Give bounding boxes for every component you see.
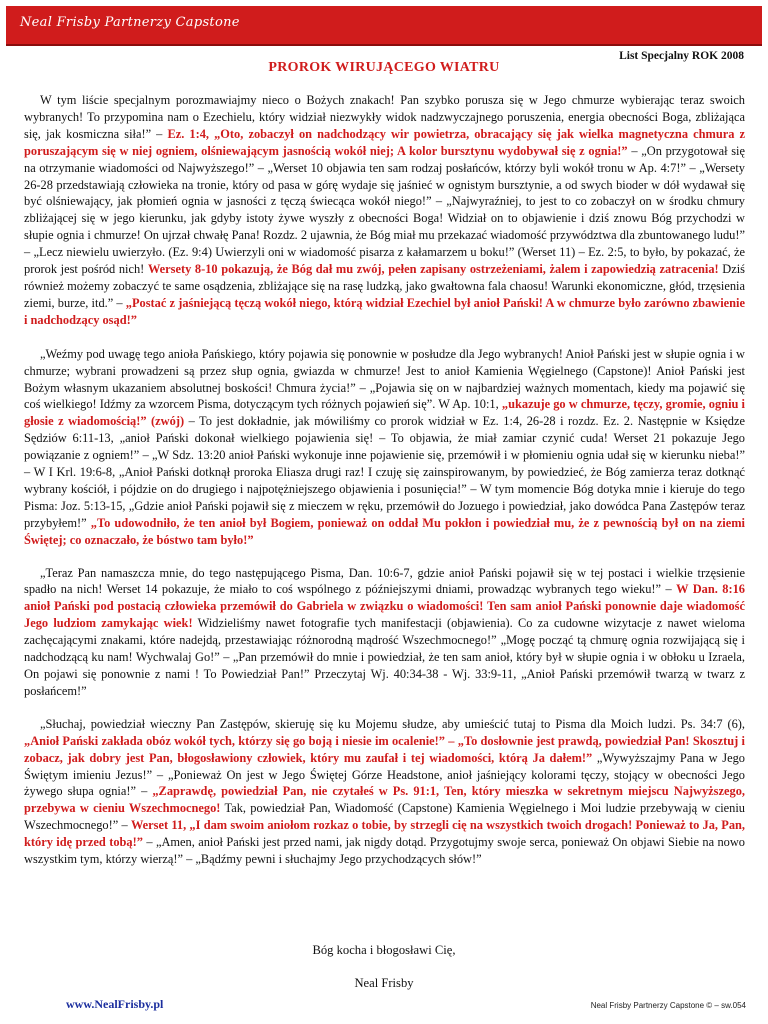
body-text: Widzieliśmy nawet fotografie tych manifestacji (objawienia). Co za cudowne wizytacje z nawet wieloma zachęcającymi znakami, które nadejdą, przestawiając różnorodną mądrość Wszechmocnego!” „Mogę począć tą chmurę ognia rozwijającą się i nadchodzącą ku nam! Wychwalaj Go!” – „Pan przemówił do mnie i powiedział, że ten sam anioł, który był w słupie ognia i w obłoku u Izraela, On pojawi się ponownie z nami ! To Powiedział Pan!” Przeczytaj Wj. 40:34-38 - Wj. 33:9-11, „Anioł Pański przemówił twarzą w twarz z posłańcem!” — [24, 616, 745, 698]
document-title: PROROK WIRUJĄCEGO WIATRU — [268, 60, 500, 75]
body-text: – To jest dokładnie, jak mówiliśmy co prorok widział w Ez. 1:4, 26-28 i rozdz. Ez. 2. Następnie w Księdze Sędziów 6:11-13, „anioł Pański dokonał wielkiego pojawienia się! – To objawia, że miał zamiar czynić cuda! Werset 21 pokazuje Jego powiązanie z ogniem!” – „W Sdz. 13:20 anioł Pański wykonuje inne pojawienie się, przemówił i w płomieniu ognia udał się w kierunku nieba!” – W I Krl. 19:6-8, „Anioł Pański dotknął proroka Eliasza drugi raz! I czuję się zainspirowanym, by powiedzieć, że Bóg zamierza teraz dotknąć wybrany kościół, i pójdzie on do drugiego i najpotężniejszego objawienia i posunięcia!” – W tym momencie Bóg dotyka mnie i kieruje do tego Pisma: Joz. 5:13-15, „Gdzie anioł Pański pojawił się z mieczem w ręku, przemówił do Jozuego i powiedział, jako dowódca Pana Zastępów teraz przybyłem!” — [24, 414, 745, 530]
banner-title: Neal Frisby Partnerzy Capstone — [20, 15, 240, 30]
closing-blessing: Bóg kocha i błogosławi Cię, — [312, 943, 456, 957]
emphasis-text: Ez. 1:4, „Oto, zobaczył on nadchodzący wir powietrza, obracający się jak wielka magnetyczna chmura z poruszającym się w niej ogniem, olśniewającym jasnością wokół niej; A kolor bursztynu wydobywał się z ognia!” — [24, 126, 745, 158]
body-text: Tak, powiedział Pan, Wiadomość (Capstone) Kamienia Węgielnego i Moi ludzie przebywają w cieniu Wszechmocnego!” – — [24, 801, 745, 833]
emphasis-text: „Postać z jaśniejącą tęczą wokół niego, którą widział Ezechiel był anioł Pański! A w chmurze było zarówno zbawienie i nadchodzący osąd!” — [24, 295, 745, 327]
body-text: W tym liście specjalnym porozmawiajmy nieco o Bożych znakach! Pan szybko porusza się w Jego chmurze wybierając teraz swoich wybranych! To przypomina nam o Ezechielu, który widział niezwykły widok nadzwyczajnego poruszenia, energia obecności Boga, zbliżająca się, jak kosmiczna siła!” – — [24, 93, 745, 141]
emphasis-text: „ukazuje go w chmurze, tęczy, gromie, ogniu i głosie z wiadomością!” (zwój) — [24, 397, 745, 429]
letter-body — [24, 92, 745, 884]
emphasis-text: W Dan. 8:16 anioł Pański pod postacią człowieka przemówił do Gabriela w związku o wiadomości! Ten sam anioł Pański ponownie daje wiadomość Jego ludziom zamykając wiek! — [24, 582, 745, 631]
body-text: „Słuchaj, powiedział wieczny Pan Zastępów, skieruję się ku Mojemu słudze, aby umieścić tutaj to Pisma dla Moich ludzi. Ps. 34:7 (6), — [40, 716, 745, 731]
paragraph — [24, 716, 745, 868]
emphasis-text: Werset 11, „I dam swoim aniołom rozkaz o tobie, by strzegli cię na wszystkich twoich drogach! Ponieważ to Ja, Pan, który idę przed tobą!” — [24, 818, 746, 850]
body-text: – „On przygotował się na otrzymanie wiadomości od Najwyższego!” – „Werset 10 objawia ten sam rodzaj posłańców, którzy byli wokół tronu w Ap. 4:7!” – „Wersety 26-28 przedstawiają człowieka na tronie, który od pasa w górę wydaje się jaśnieć w ognistym bursztynie, a od swych bioder w dół wydawał się być olśniewający, jak płomień ognia w jasności z tęczą świecąca wokół niego!” – „Najwyraźniej, to jest to co zobaczył on w środku chmury zbliżającej się w jego kierunku, jak gdyby istoty żywe wyszły z obecności Boga! Widział on to objawienie i dziś znowu Bóg przychodzi w słupie ognia i chmurze! On ujrzał chwałę Pana! Rozdz. 2 ujawnia, że Bóg miał mu przekazać wiadomość przywództwa dla zbuntowanego ludu!” – „Lecz niewielu uwierzyło. (Ez. 9:4) Uwierzyli oni w wiadomość pisarza z kałamarzem u boku!” (Werset 11) – Ez. 2:5, to było, by pokazać, że prorok jest pośród nich! — [24, 143, 745, 277]
header-banner — [6, 6, 762, 46]
body-text: „Teraz Pan namaszcza mnie, do tego następującego Pisma, Dan. 10:6-7, gdzie anioł Pański pojawił się w tej postaci i wielkie trzęsienie spadło na nich! Werset 14 pokazuje, że miało to coś wspólnego z późniejszymi dniami, prowadząc wybranych tego wieku!” – — [24, 565, 745, 597]
body-text: – „Amen, anioł Pański jest przed nami, jak nigdy dotąd. Przygotujmy swoje serca, ponieważ On objawi Siebie na nowo wszystkim tym, którzy wierzą!” – „Bądźmy pewni i słuchajmy Jego przychodzących słów!” — [24, 835, 746, 867]
website-link[interactable]: www.NealFrisby.pl — [66, 997, 164, 1011]
emphasis-text: „Anioł Pański zakłada obóz wokół tych, którzy się go boją i niesie im ocalenie!” – „To dosłownie jest prawdą, powiedział Pan! Skosztuj i zobacz, jak dobry jest Pan, błogosławiony człowiek, który mu zaufał i tej wiadomości, którą Ja dałem!” — [24, 733, 745, 765]
emphasis-text: Wersety 8-10 pokazują, że Bóg dał mu zwój, pełen zapisany ostrzeżeniami, żalem i zapowiedzią zatracenia! — [147, 262, 719, 277]
body-text: „Wywyższajmy Pana w Jego Świętym imieniu Jezus!” – „Ponieważ On jest w Jego Świętej Górze Headstone, anioł jaśniejący kolorami tęczy, stojący w obecności Jego żywego słupa ognia!” – — [24, 750, 745, 799]
emphasis-text: „To udowodniło, że ten anioł był Bogiem, ponieważ on oddał Mu pokłon i powiedział mu, że z pewnością był on na ziemi Świętej; co oznaczało, że bóstwo tam było!” — [24, 515, 745, 547]
footer-credit: Neal Frisby Partnerzy Capstone © – sw.054 — [590, 1001, 746, 1010]
body-text: Dziś również możemy zobaczyć te same osądzenia, zbliżające się na rasę ludzką, jako gwałtowna fala chaosu! Warunki ekonomiczne, głód, trzęsienia ziemi, burze, itd.” – — [24, 262, 745, 310]
emphasis-text: „Zaprawdę, powiedział Pan, nie czytałeś w Ps. 91:1, Ten, który mieszka w sekretnym miejscu Najwyższego, przebywa w cieniu Wszechmocnego! — [24, 784, 745, 816]
letter-label: List Specjalny ROK 2008 — [619, 50, 744, 62]
paragraph — [24, 92, 745, 329]
paragraph — [24, 565, 745, 700]
paragraph — [24, 346, 745, 549]
body-text: „Weźmy pod uwagę tego anioła Pańskiego, który pojawia się ponownie w posłudze dla Jego wybranych! Anioł Pański jest w słupie ognia i w chmurze; wybrani prowadzeni są przez słup ognia, gwiazda w chmurze! Jest to anioł Kamienia Węgielnego (Capstone)! Anioł Pański jest Bożym własnym ukazaniem absolutnej boskości! Chmura życia!” – „Pojawia się on w najbardziej ważnych momentach, kiedy ma pojawić się coś wielkiego! Idźmy za wzorcem Pisma, dotyczącym tych różnych pojawień się”. W Ap. 10:1, — [24, 346, 745, 412]
signature: Neal Frisby — [354, 976, 414, 990]
